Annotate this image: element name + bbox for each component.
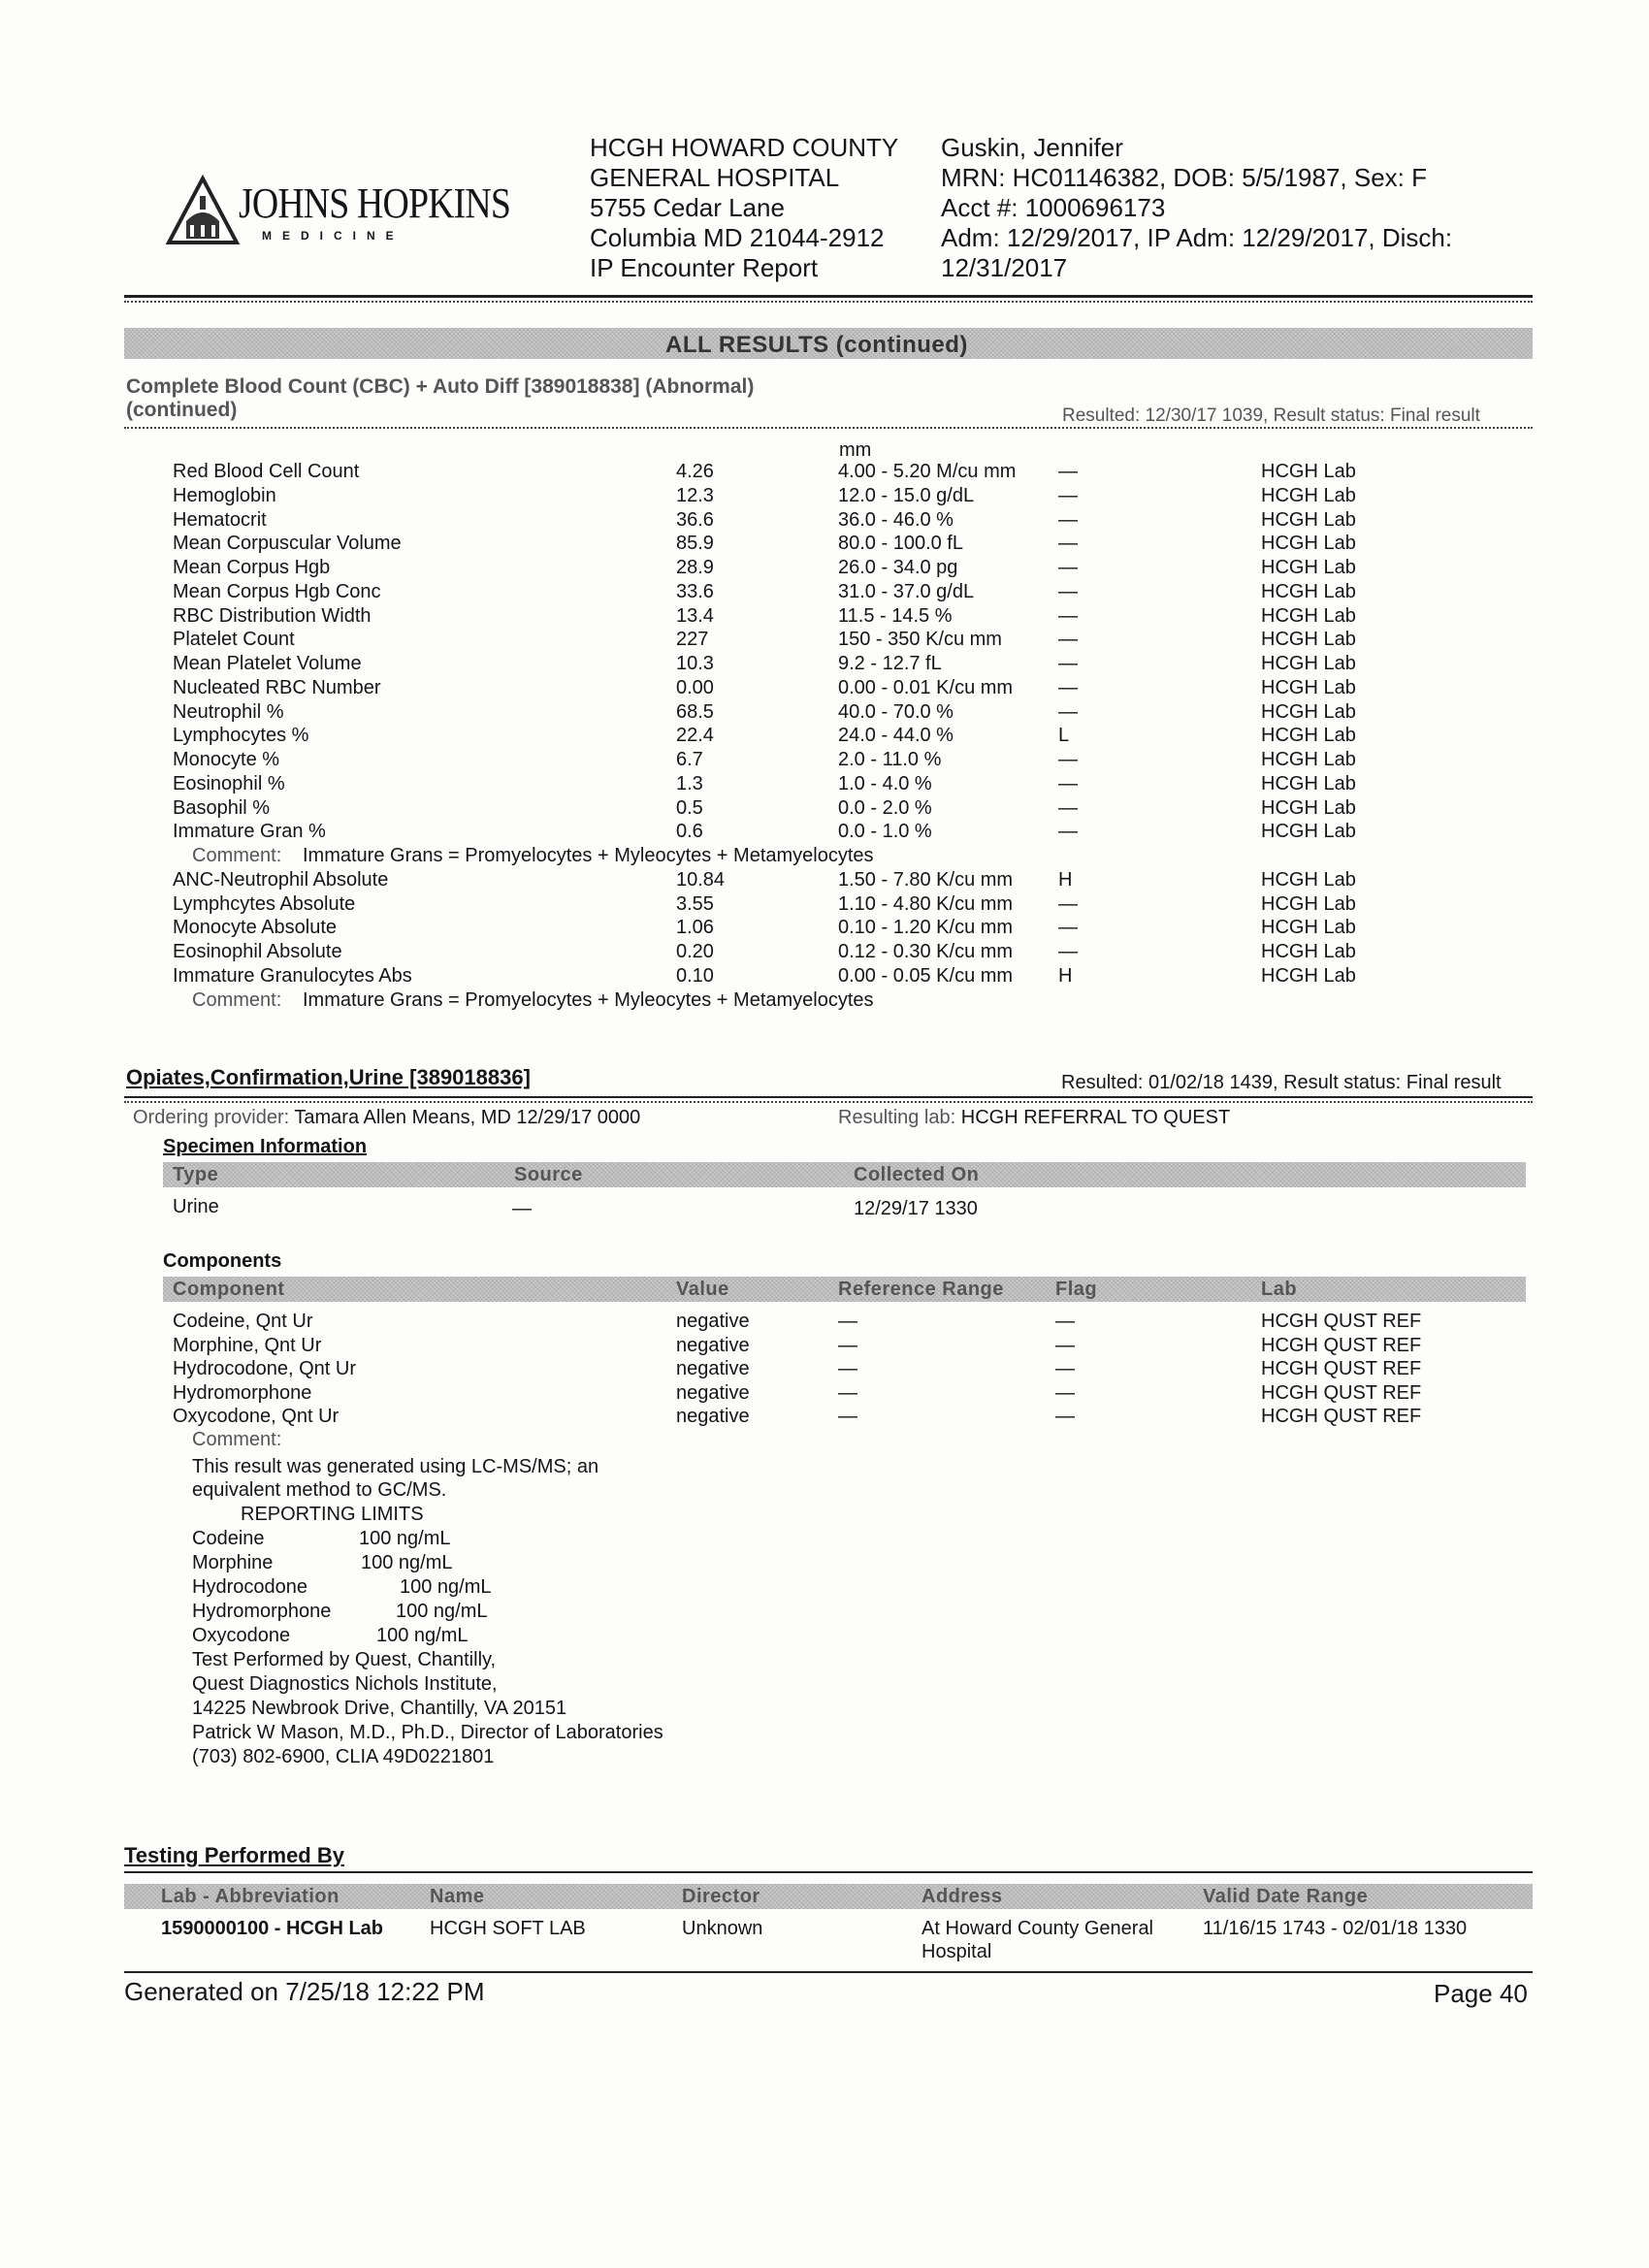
logo-sub: MEDICINE [262,229,404,243]
limit-value: 100 ng/mL [396,1601,488,1622]
test-value: 0.6 [676,821,703,843]
testing-header-director: Director [682,1886,760,1907]
comment-row [0,988,1649,1013]
table-row [0,508,1649,533]
test-value: 13.4 [676,604,714,627]
test-name: Neutrophil % [173,700,284,723]
lab-name: HCGH Lab [1261,772,1356,794]
flag: — [1058,917,1078,939]
component-lab: HCGH QUST REF [1261,1358,1422,1379]
test-name: Hemoglobin [173,484,276,506]
test-name: Mean Corpuscular Volume [173,533,402,555]
specimen-type: Urine [173,1196,219,1217]
opiates-rule [124,1096,1533,1098]
reference-range: 150 - 350 K/cu mm [838,629,1002,651]
list-item [0,1600,1649,1624]
table-row [0,484,1649,508]
lab-name: HCGH Lab [1261,653,1356,674]
lab-name: HCGH Lab [1261,725,1356,747]
test-name: Immature Granulocytes Abs [173,964,412,987]
reference-range: 31.0 - 37.0 g/dL [838,580,975,602]
flag: — [1058,508,1078,531]
test-name: Immature Gran % [173,821,326,843]
reference-range: 2.0 - 11.0 % [838,749,942,770]
component-name: Morphine, Qnt Ur [173,1334,322,1356]
lab-info-line: (703) 802-6900, CLIA 49D0221801 [192,1746,495,1767]
reference-range: 1.0 - 4.0 % [838,772,932,794]
patient-mrn: MRN: HC01146382, DOB: 5/5/1987, Sex: F [941,163,1427,192]
comment-text: Immature Grans = Promyelocytes + Myleocytes + Metamyelocytes [303,845,874,866]
table-row [0,796,1649,821]
flag: — [1058,461,1078,482]
opiates-comment-label: Comment: [192,1429,282,1450]
ordering-label: Ordering provider: [133,1107,290,1128]
components-header-lab: Lab [1261,1279,1298,1300]
header-rule [124,295,1533,298]
generated-on: Generated on 7/25/18 12:22 PM [124,1977,485,2006]
test-name: Lymphocytes % [173,725,309,747]
lab-name: HCGH Lab [1261,941,1356,962]
flag: H [1058,868,1073,891]
test-value: 10.84 [676,868,726,891]
components-header-component: Component [173,1279,285,1300]
hospital-line: GENERAL HOSPITAL [590,163,840,192]
test-name: Mean Corpus Hgb [173,557,331,578]
component-range: — [838,1381,857,1404]
comment-label: Comment: [192,845,282,866]
test-value: 3.55 [676,892,714,915]
resulting-lab [838,1106,1230,1130]
patient-disch: 12/31/2017 [941,253,1068,282]
patient-adm: Adm: 12/29/2017, IP Adm: 12/29/2017, Disch: [941,223,1453,252]
header-dotted-rule [124,301,1533,303]
list-item [0,1624,1649,1648]
reference-range: 0.0 - 2.0 % [838,796,932,819]
component-name: Hydrocodone, Qnt Ur [173,1358,356,1379]
reference-range: 11.5 - 14.5 % [838,604,953,627]
test-value: 6.7 [676,749,703,770]
flag: — [1058,676,1078,698]
component-name: Oxycodone, Qnt Ur [173,1406,340,1427]
component-range: — [838,1358,857,1379]
reference-range: 9.2 - 12.7 fL [838,653,942,674]
opiates-resulted: Resulted: 01/02/18 1439, Result status: Final result [1061,1072,1502,1093]
component-flag: — [1055,1381,1075,1404]
lab-info-line: Patrick W Mason, M.D., Ph.D., Director of Laboratories [192,1722,663,1743]
cbc-title-continued: (continued) [126,399,238,421]
opiates-comment-line: equivalent method to GC/MS. [192,1479,447,1501]
hospital-line: 5755 Cedar Lane [590,193,785,222]
flag: — [1058,653,1078,674]
opiates-title: Opiates,Confirmation,Urine [389018836] [126,1065,531,1089]
testing-lab-address-2: Hospital [922,1941,992,1962]
lab-name: HCGH Lab [1261,604,1356,627]
test-value: 1.3 [676,772,703,794]
reference-range: 40.0 - 70.0 % [838,700,954,723]
component-name: Codeine, Qnt Ur [173,1311,313,1332]
cbc-resulted: Resulted: 12/30/17 1039, Result status: Final result [1062,405,1480,426]
lab-info-line: Quest Diagnostics Nichols Institute, [192,1673,498,1695]
cbc-unit-carry: mm [839,439,872,461]
component-flag: — [1055,1358,1075,1379]
reference-range: 4.00 - 5.20 M/cu mm [838,461,1017,482]
testing-lab-address: At Howard County General [922,1918,1154,1939]
component-name: Hydromorphone [173,1381,312,1404]
comment-row [0,844,1649,868]
test-value: 1.06 [676,917,714,939]
lab-name: HCGH Lab [1261,557,1356,578]
table-row [0,892,1649,917]
table-row [0,1310,1649,1334]
table-row [0,460,1649,484]
components-header-range: Reference Range [838,1279,1004,1300]
table-row [0,916,1649,940]
table-row [0,628,1649,652]
specimen-header-source: Source [514,1164,583,1185]
table-row [0,700,1649,725]
reference-range: 0.00 - 0.01 K/cu mm [838,676,1014,698]
flag: H [1058,964,1073,987]
component-value: negative [676,1406,750,1427]
lab-name: HCGH Lab [1261,484,1356,506]
lab-name: HCGH Lab [1261,533,1356,555]
testing-title: Testing Performed By [124,1843,344,1867]
lab-name: HCGH Lab [1261,821,1356,843]
reference-range: 0.10 - 1.20 K/cu mm [838,917,1014,939]
opiates-comment-line: This result was generated using LC-MS/MS; an [192,1456,599,1477]
table-row [0,676,1649,700]
testing-header-range: Valid Date Range [1203,1886,1369,1907]
limit-drug: Codeine [192,1528,265,1549]
test-name: Mean Platelet Volume [173,653,362,674]
component-flag: — [1055,1311,1075,1332]
lab-name: HCGH Lab [1261,749,1356,770]
test-name: Lymphcytes Absolute [173,892,356,915]
test-value: 0.5 [676,796,703,819]
specimen-source: — [512,1198,532,1219]
flag: — [1058,557,1078,578]
flag: — [1058,772,1078,794]
test-name: Eosinophil % [173,772,285,794]
test-value: 0.20 [676,941,714,962]
test-name: Red Blood Cell Count [173,461,360,482]
limit-value: 100 ng/mL [400,1576,492,1598]
reference-range: 80.0 - 100.0 fL [838,533,963,555]
flag: — [1058,941,1078,962]
component-lab: HCGH QUST REF [1261,1381,1422,1404]
reference-range: 1.50 - 7.80 K/cu mm [838,868,1014,891]
limit-drug: Morphine [192,1552,274,1573]
flag: — [1058,580,1078,602]
testing-header-name: Name [430,1886,485,1907]
table-row [0,1405,1649,1429]
reference-range: 26.0 - 34.0 pg [838,557,958,578]
test-value: 68.5 [676,700,714,723]
hospital-line: HCGH HOWARD COUNTY [590,133,899,162]
flag: — [1058,749,1078,770]
list-item [0,1551,1649,1575]
testing-header-address: Address [922,1886,1003,1907]
lab-name: HCGH Lab [1261,917,1356,939]
table-row [0,940,1649,964]
table-row [0,556,1649,580]
component-flag: — [1055,1406,1075,1427]
lab-name: HCGH Lab [1261,868,1356,891]
list-item [0,1527,1649,1551]
lab-name: HCGH Lab [1261,676,1356,698]
reference-range: 0.00 - 0.05 K/cu mm [838,964,1014,987]
list-item [0,1575,1649,1600]
flag: — [1058,892,1078,915]
components-header-flag: Flag [1055,1279,1098,1300]
reference-range: 12.0 - 15.0 g/dL [838,484,975,506]
test-name: Platelet Count [173,629,295,651]
table-row [0,748,1649,772]
specimen-collected: 12/29/17 1330 [854,1198,978,1219]
test-value: 28.9 [676,557,714,578]
cbc-title: Complete Blood Count (CBC) + Auto Diff [389018838] (Abnormal) [126,375,755,398]
component-range: — [838,1334,857,1356]
table-row [0,532,1649,556]
reference-range: 0.0 - 1.0 % [838,821,932,843]
table-row [0,1381,1649,1406]
components-header-value: Value [676,1279,729,1300]
table-row [0,868,1649,892]
test-value: 33.6 [676,580,714,602]
test-name: ANC-Neutrophil Absolute [173,868,389,891]
testing-lab-range: 11/16/15 1743 - 02/01/18 1330 [1203,1918,1468,1939]
lab-name: HCGH Lab [1261,580,1356,602]
testing-header-abbr: Lab - Abbreviation [161,1886,340,1907]
reference-range: 0.12 - 0.30 K/cu mm [838,941,1014,962]
component-value: negative [676,1311,750,1332]
reference-range: 24.0 - 44.0 % [838,725,954,747]
table-row [0,772,1649,796]
limit-value: 100 ng/mL [376,1625,469,1646]
footer-rule [124,1971,1533,1973]
table-row [0,1357,1649,1381]
limit-drug: Hydrocodone [192,1576,307,1598]
reference-range: 36.0 - 46.0 % [838,508,954,531]
opiates-dotted-rule [124,1101,1533,1103]
hospital-block [590,133,898,283]
component-lab: HCGH QUST REF [1261,1311,1422,1332]
component-lab: HCGH QUST REF [1261,1334,1422,1356]
flag: — [1058,533,1078,555]
flag: — [1058,604,1078,627]
testing-lab-abbr: 1590000100 - HCGH Lab [161,1918,384,1939]
lab-info-line: 14225 Newbrook Drive, Chantilly, VA 20151 [192,1698,567,1719]
lab-name: HCGH Lab [1261,700,1356,723]
lab-name: HCGH Lab [1261,964,1356,987]
test-name: Monocyte Absolute [173,917,337,939]
flag: — [1058,700,1078,723]
specimen-title: Specimen Information [163,1136,368,1157]
table-row [0,724,1649,748]
logo [165,175,511,252]
table-row [0,1334,1649,1358]
test-name: Hematocrit [173,508,267,531]
resulting-label: Resulting lab: [838,1107,956,1128]
specimen-header-bar [163,1162,1526,1187]
component-value: negative [676,1334,750,1356]
test-value: 36.6 [676,508,714,531]
lab-name: HCGH Lab [1261,629,1356,651]
dome-icon [165,175,241,250]
component-value: negative [676,1381,750,1404]
table-row [0,820,1649,844]
component-lab: HCGH QUST REF [1261,1406,1422,1427]
component-range: — [838,1406,857,1427]
limit-value: 100 ng/mL [361,1552,453,1573]
lab-info-line: Test Performed by Quest, Chantilly, [192,1649,497,1670]
components-title: Components [163,1250,282,1272]
comment-text: Immature Grans = Promyelocytes + Myleocytes + Metamyelocytes [303,988,874,1011]
ordering-provider [133,1106,640,1130]
test-name: Monocyte % [173,749,280,770]
test-value: 22.4 [676,725,714,747]
patient-acct: Acct #: 1000696173 [941,193,1166,222]
testing-lab-name: HCGH SOFT LAB [430,1918,586,1939]
limit-drug: Oxycodone [192,1625,291,1646]
logo-name: JOHNS HOPKINS [239,179,511,227]
comment-label: Comment: [192,988,282,1011]
patient-name: Guskin, Jennifer [941,133,1123,162]
test-name: Eosinophil Absolute [173,941,342,962]
limit-drug: Hydromorphone [192,1601,332,1622]
specimen-header-collected: Collected On [854,1164,980,1185]
flag: — [1058,796,1078,819]
reporting-limits-heading: REPORTING LIMITS [241,1504,424,1525]
reference-range: 1.10 - 4.80 K/cu mm [838,892,1014,915]
test-name: Mean Corpus Hgb Conc [173,580,381,602]
page-number: Page 40 [1434,1979,1528,2008]
table-row [0,580,1649,604]
component-flag: — [1055,1334,1075,1356]
lab-name: HCGH Lab [1261,461,1356,482]
component-range: — [838,1311,857,1332]
component-value: negative [676,1358,750,1379]
test-value: 0.00 [676,676,714,698]
patient-block [941,133,1452,283]
test-value: 4.26 [676,461,714,482]
test-name: Basophil % [173,796,271,819]
flag: L [1058,725,1070,747]
hospital-line: Columbia MD 21044-2912 [590,223,885,252]
flag: — [1058,821,1078,843]
limit-value: 100 ng/mL [359,1528,451,1549]
testing-lab-director: Unknown [682,1918,763,1939]
test-name: RBC Distribution Width [173,604,372,627]
test-value: 10.3 [676,653,714,674]
table-row [0,652,1649,676]
specimen-header-type: Type [173,1164,219,1185]
hospital-line: IP Encounter Report [590,253,819,282]
test-value: 12.3 [676,484,714,506]
test-value: 227 [676,629,709,651]
cbc-dotted-rule [124,427,1533,429]
banner-title: ALL RESULTS (continued) [665,332,968,358]
ordering-value: Tamara Allen Means, MD 12/29/17 0000 [294,1107,641,1128]
lab-name: HCGH Lab [1261,508,1356,531]
table-row [0,604,1649,629]
test-value: 0.10 [676,964,714,987]
lab-name: HCGH Lab [1261,796,1356,819]
flag: — [1058,484,1078,506]
flag: — [1058,629,1078,651]
lab-name: HCGH Lab [1261,892,1356,915]
test-value: 85.9 [676,533,714,555]
test-name: Nucleated RBC Number [173,676,381,698]
testing-rule [124,1871,1533,1873]
table-row [0,964,1649,988]
resulting-value: HCGH REFERRAL TO QUEST [960,1107,1231,1128]
